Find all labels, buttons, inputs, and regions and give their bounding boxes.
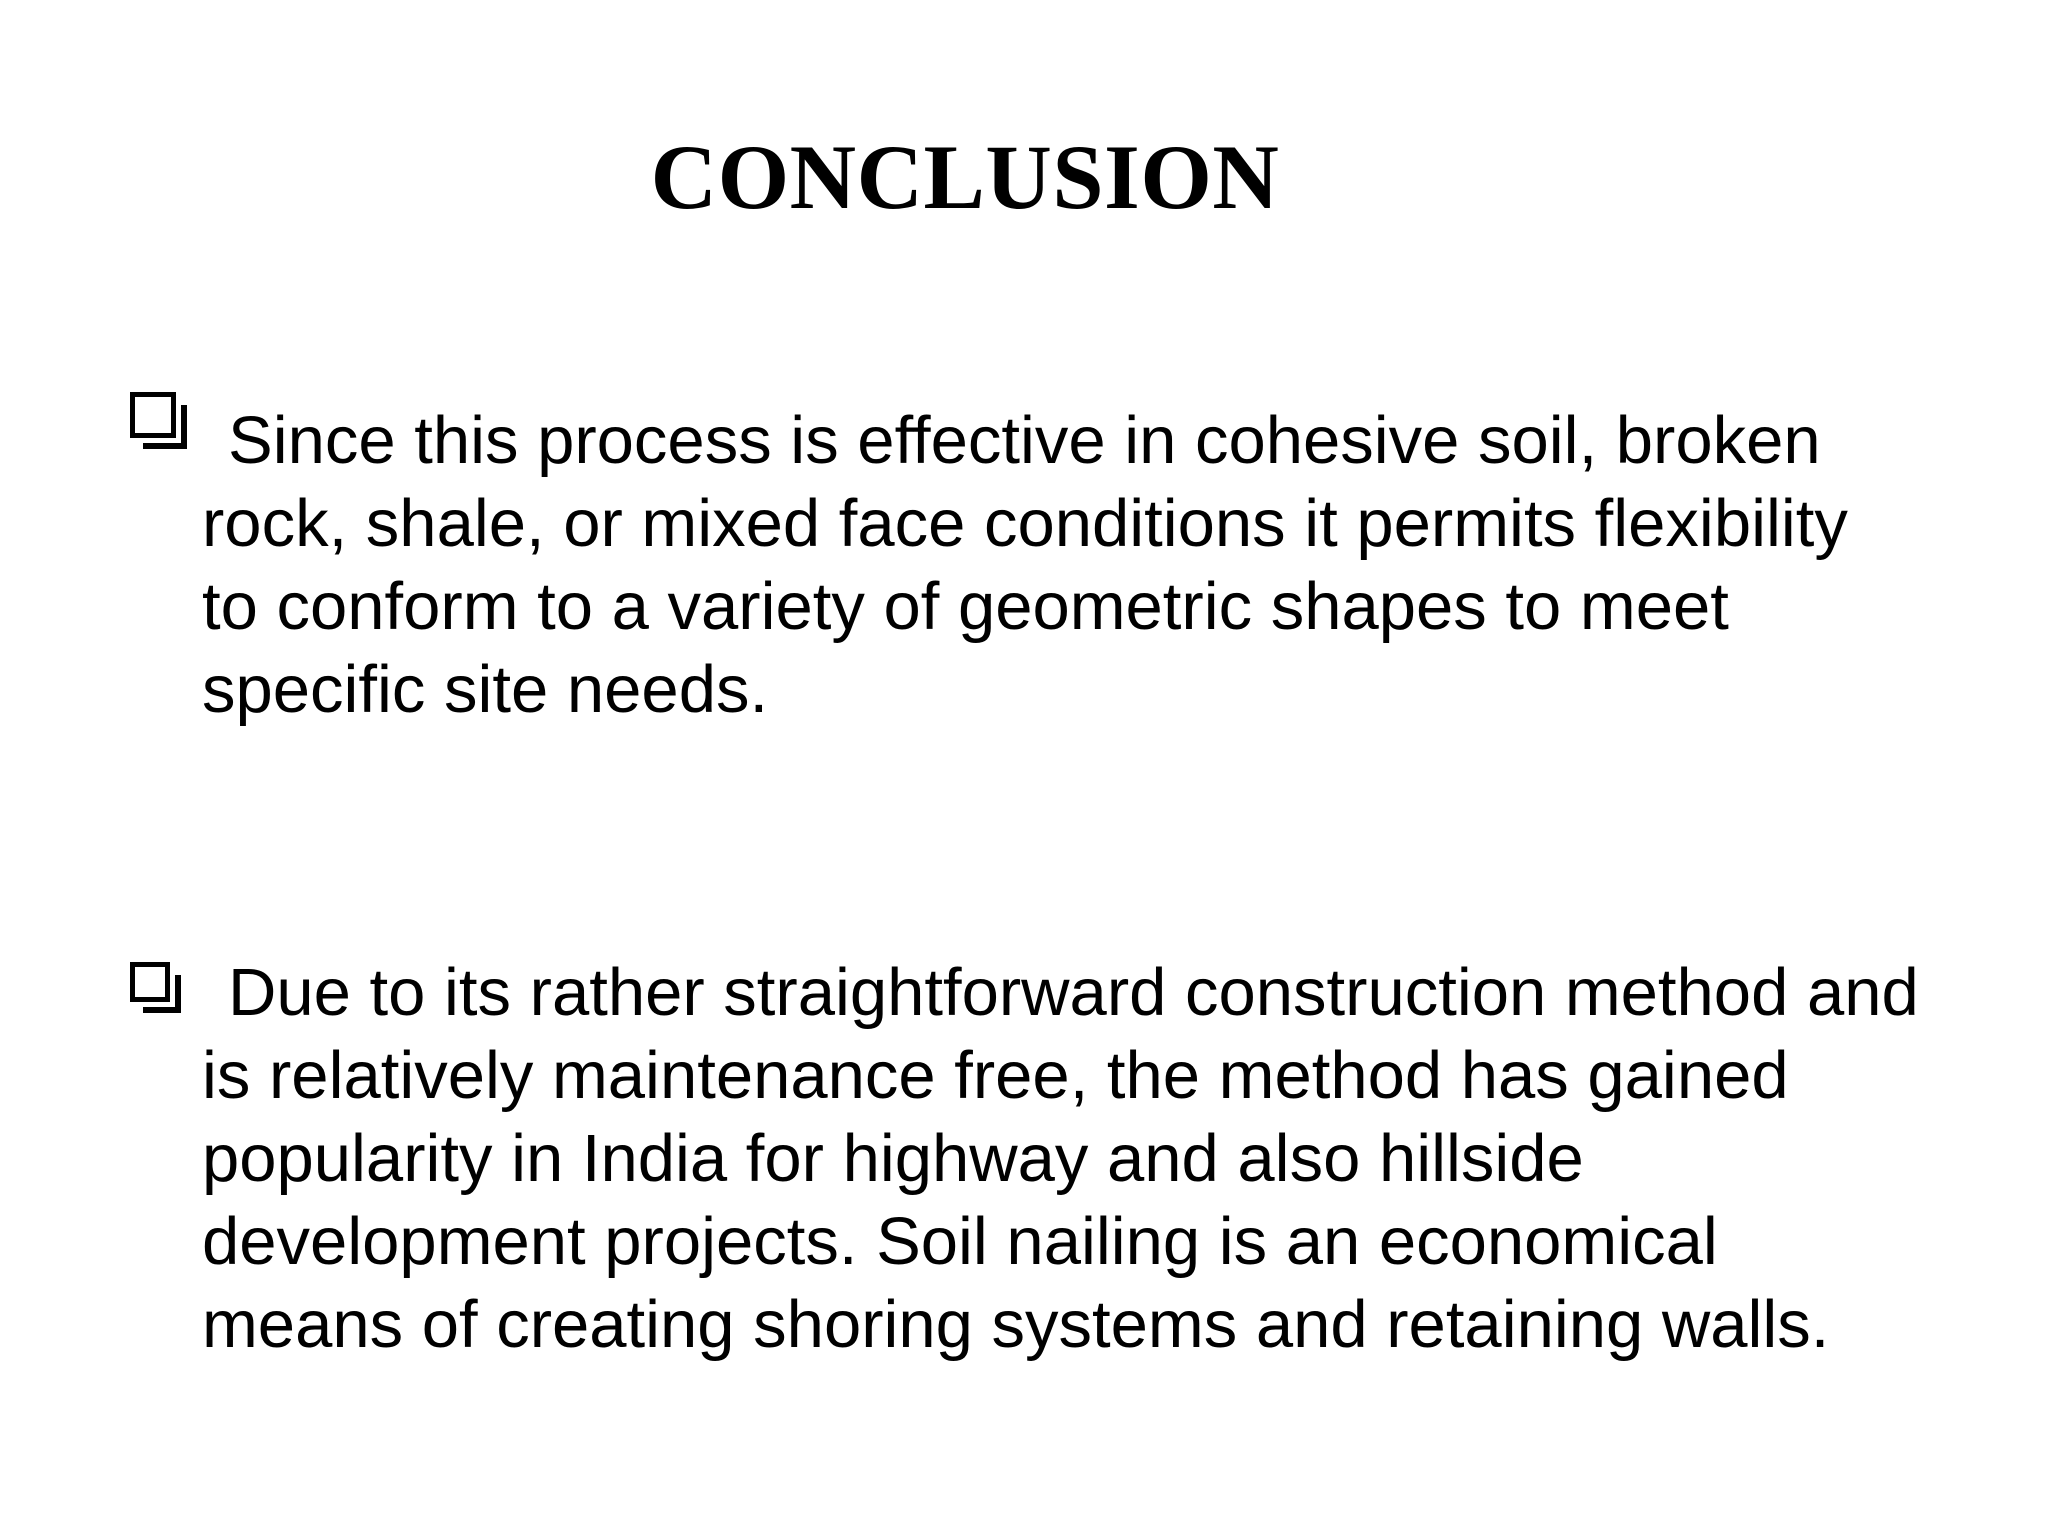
bullet-text-2 (202, 951, 1922, 1366)
hollow-square-bullet-icon (130, 962, 170, 1002)
bullet-text-1 (202, 399, 1922, 731)
hollow-square-bullet-icon (130, 392, 176, 438)
bullet-2-text: Due to its rather straightforward construction method and is relatively maintenance free, the method has gained popularity in India for highway and also hillside development projects. Soil nailing is an economical means of creating shoring systems and retaining walls. (202, 955, 1919, 1362)
slide-title: CONCLUSION (650, 126, 1280, 228)
bullet-1-text: Since this process is effective in cohesive soil, broken rock, shale, or mixed face conditions it permits flexibility to conform to a variety of geometric shapes to meet specific site needs. (202, 403, 1848, 727)
